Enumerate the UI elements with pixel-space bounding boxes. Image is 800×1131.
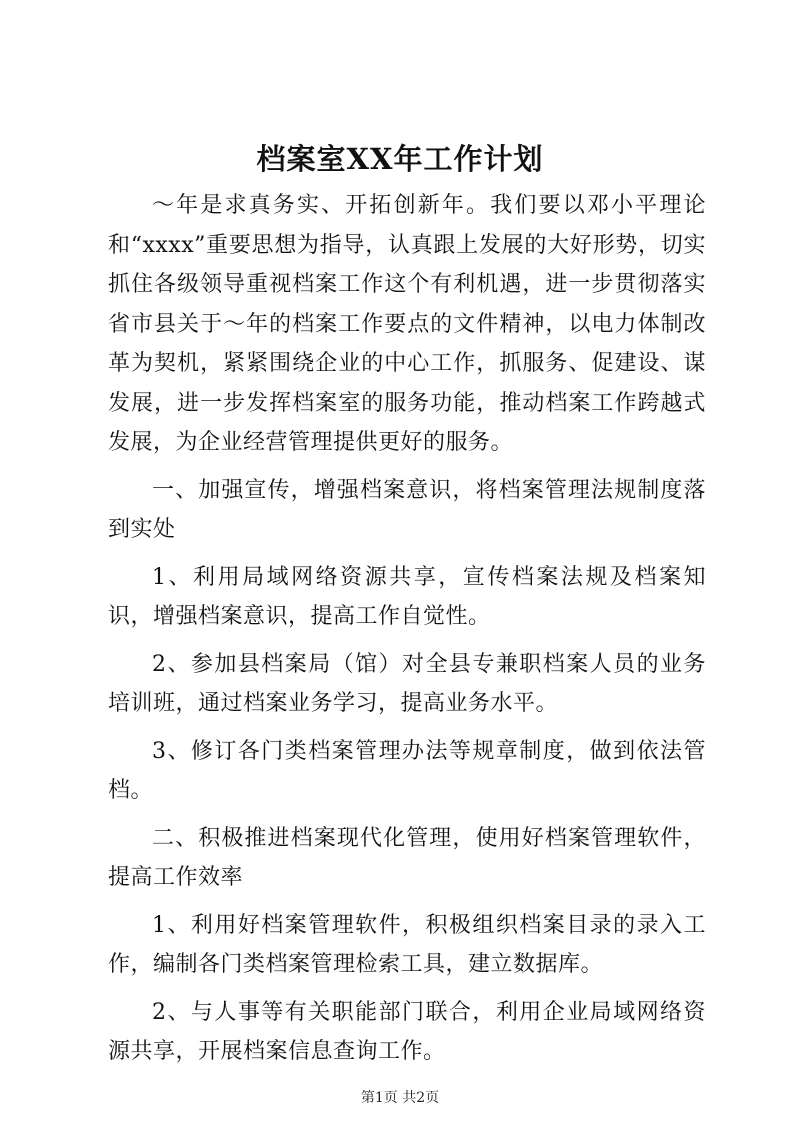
document-body <box>108 186 706 1080</box>
page-number-footer: 第1页 共2页 <box>360 1090 440 1106</box>
list-item-1-2: 2、参加县档案局（馆）对全县专兼职档案人员的业务培训班，通过档案业务学习，提高业务水平。 <box>108 651 706 716</box>
list-item-1-1: 1、利用局域网络资源共享，宣传档案法规及档案知识，增强档案意识，提高工作自觉性。 <box>108 564 706 629</box>
list-item-2-2: 2、与人事等有关职能部门联合，利用企业局域网络资源共享，开展档案信息查询工作。 <box>108 999 706 1064</box>
document-title: 档案室XX年工作计划 <box>256 142 544 176</box>
section-heading-1: 一、加强宣传，增强档案意识，将档案管理法规制度落到实处 <box>108 477 706 542</box>
list-item-2-1: 1、利用好档案管理软件，积极组织档案目录的录入工作，编制各门类档案管理检索工具，建立数据库。 <box>108 912 706 977</box>
intro-paragraph: ～年是求真务实、开拓创新年。我们要以邓小平理论和“xxxx”重要思想为指导，认真跟上发展的大好形势，切实抓住各级领导重视档案工作这个有利机遇，进一步贯彻落实省市县关于～年的档案工作要点的文件精神，以电力体制改革为契机，紧紧围绕企业的中心工作，抓服务、促建设、谋发展，进一步发挥档案室的服务功能，推动档案工作跨越式发展，为企业经营管理提供更好的服务。 <box>108 193 706 455</box>
section-heading-2: 二、积极推进档案现代化管理，使用好档案管理软件，提高工作效率 <box>108 825 706 890</box>
list-item-1-3: 3、修订各门类档案管理办法等规章制度，做到依法管档。 <box>108 738 706 803</box>
